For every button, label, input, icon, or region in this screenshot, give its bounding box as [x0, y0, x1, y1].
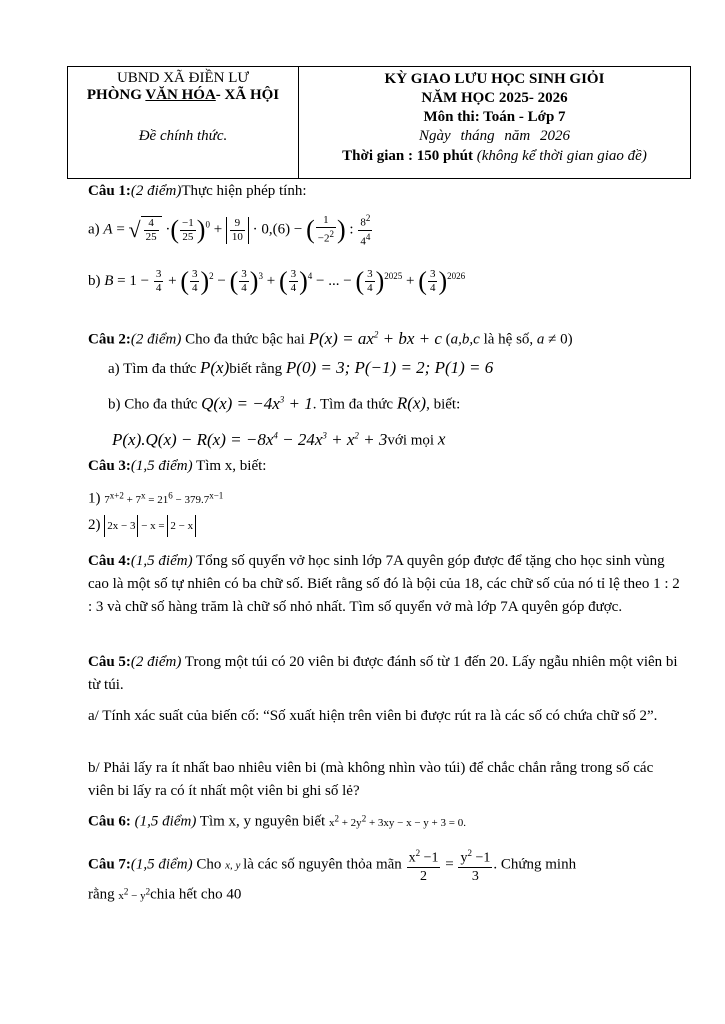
question-7-line2: rằng $x^2$ − $y^2chia$ hết cho 40 — [88, 886, 242, 903]
department-name: PHÒNG VĂN HÓA- XÃ HỘI — [86, 87, 280, 103]
header-left — [68, 67, 299, 179]
question-6: Câu 6: (1,5 điểm) Tìm x, y nguyên biết $x^2 + 2y^2 + 3xy - x - y + 3 = 0$. — [88, 813, 466, 830]
question-4: Câu 4:(1,5 điểm) Tổng số quyển vở học sinh lớp 7A quyên góp được để tặng cho học sinh vùng cao là một số tự nhiên có ba chữ số. Biết rằng số đó là bội của 18, các chữ số của nó tỉ lệ theo 1 : 2 : 3 và chữ số hàng trăm là chữ số nhỏ nhất. Tìm số quyển vở mà lớp 7A quyên góp được. — [88, 553, 680, 615]
question-7: Câu 7:(1,5 điểm) Cho x, y là các số nguyên thỏa mãn $\frac{x^2 -1}{2}$ = $\frac{y^2 -1}{3}$ . Chứng minh — [88, 845, 576, 885]
question-5a: a/ Tính xác suất của biến cố: “Số xuất hiện trên viên bi được rút ra là các số có chứa chữ số 2”. — [88, 708, 658, 724]
official-label: Đề chính thức. — [138, 128, 228, 144]
question-5: Câu 5:(2 điểm) Trong một túi có 20 viên bi được đánh số từ 1 đến 20. Lấy ngẫu nhiên một viên bi từ túi. — [88, 654, 678, 693]
question-2a: a) Tìm đa thức P(x)biết rằng P(0) = 3; P(−1) = 2; P(1) = 6 — [108, 358, 494, 377]
question-2-heading: Câu 2:(2 điểm) Cho đa thức bậc hai $P(x) = ax^2$ + bx + c (a,b,c là hệ số, a ≠ 0) — [88, 328, 573, 348]
subject: Môn thi: Toán - Lớp 7 — [423, 109, 566, 125]
exam-date: Ngày tháng năm 2026 — [419, 128, 570, 144]
question-5b: b/ Phải lấy ra ít nhất bao nhiêu viên bi (mà không nhìn vào túi) để chắc chắn rằng trong số các viên bi lấy ra có ít nhất một viên bi ghi số lẻ? — [88, 760, 654, 799]
school-year: NĂM HỌC 2025- 2026 — [421, 90, 568, 106]
question-2b: b) Cho đa thức $Q(x) = -4x^3 + 1$. Tìm đa thức R(x), biết: — [108, 393, 461, 413]
question-3-part1: 1) $7^{x+2} + 7^x = 21^6 - 379.7^{x-1}$ — [88, 490, 224, 507]
exam-title: KỲ GIAO LƯU HỌC SINH GIỎI — [384, 71, 605, 87]
header-right — [299, 67, 691, 179]
question-2b-condition: $P(x).Q(x) - R(x) = -8x^4 - 24x^3 + x^2$ + 3với mọi x — [112, 429, 446, 449]
question-1b: b) B = 1 − $\frac{3}{4}$ + ( $\frac{3}{4}$ )$^2$ − ( $\frac{3}{4}$ )$^3$ + ( $\frac{3}{4}$ )$^4$ − ... − ( $\frac{3}{4}$ )$^{2025}$ + ( $\frac{3}{4}$ )$^{2026}$ — [88, 266, 466, 296]
authority-name: UBND XÃ ĐIỀN LƯ — [116, 70, 250, 86]
question-3-heading: Câu 3:(1,5 điểm) Tìm x, biết: — [88, 458, 267, 474]
exam-duration: Thời gian : 150 phút (không kể thời gian giao đề) — [342, 148, 647, 164]
header-table — [67, 66, 691, 179]
question-1-heading: Câu 1:(2 điểm)Thực hiện phép tính: — [88, 183, 307, 199]
question-3-part2: 2) 2x − 3 − x = 2 − x — [88, 514, 196, 537]
question-1a: a) A = √ $\frac{4}{25}$ ·( $\frac{-1}{25}$ )$^0$ + $\frac{9}{10}$ · 0,(6) − ( $\frac{1}{-2^2}$ ) : $\frac{8^2}{4^4}$ — [88, 213, 371, 248]
